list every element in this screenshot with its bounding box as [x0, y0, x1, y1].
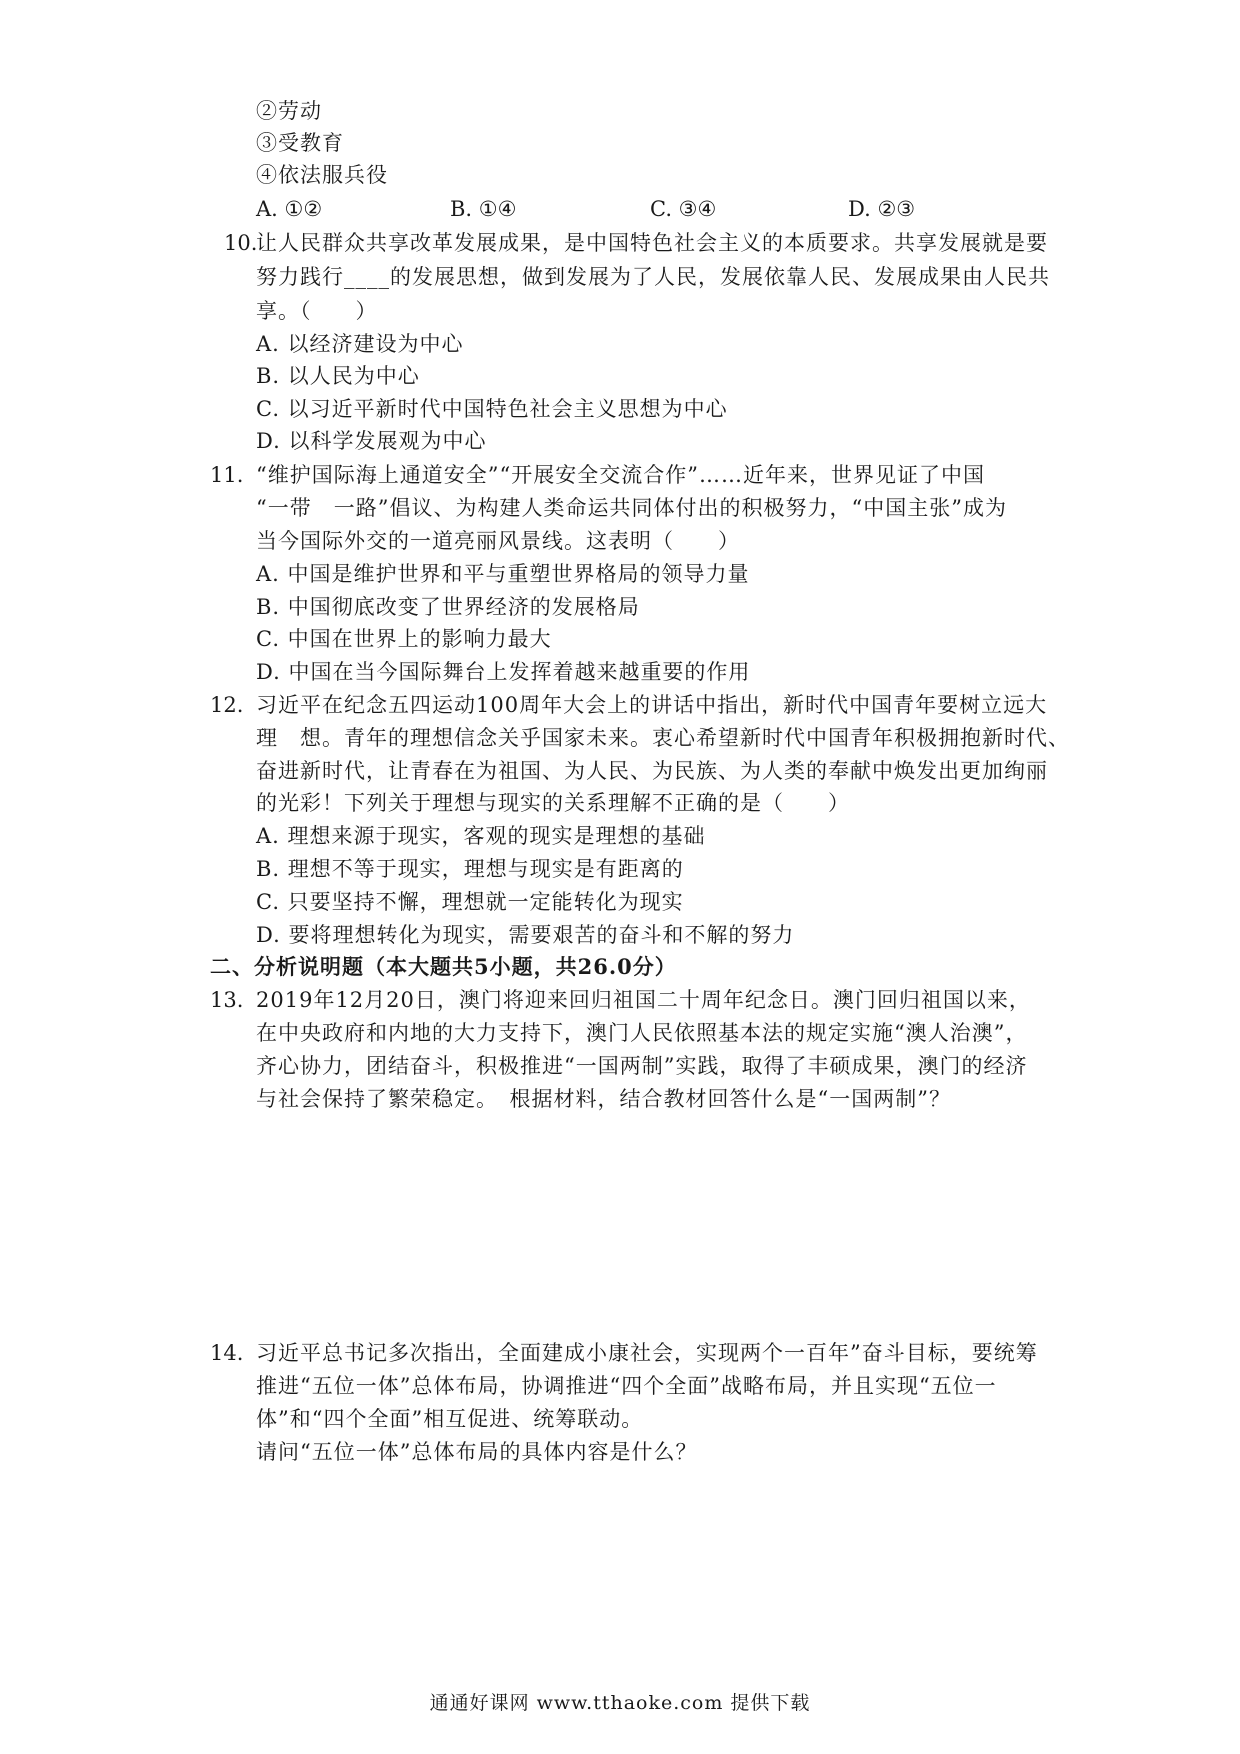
q13-line-4: 与社会保持了繁荣稳定。 根据材料，结合教材回答什么是“一国两制”？ — [256, 1087, 951, 1111]
q12-line-3: 奋进新时代，让青春在为祖国、为人民、为民族、为人类的奉献中焕发出更加绚丽 — [256, 759, 1048, 783]
q11-number: 11. — [210, 463, 244, 487]
section-heading: 二、分析说明题（本大题共5小题，共26.0分） — [210, 954, 677, 979]
q14-line-1: 习近平总书记多次指出，全面建成小康社会，实现两个一百年”奋斗目标，要统筹 — [256, 1341, 1038, 1365]
q12-line-2: 理 想。青年的理想信念关乎国家未来。衷心希望新时代中国青年积极拥抱新时代、 — [256, 726, 1070, 750]
prev-item-3: ③受教育 — [256, 131, 344, 155]
q14-line-4: 请问“五位一体”总体布局的具体内容是什么？ — [256, 1440, 698, 1464]
q14-line-2: 推进“五位一体”总体布局，协调推进“四个全面”战略布局，并且实现“五位一 — [256, 1374, 997, 1398]
prev-option-a: A. ①② — [256, 197, 323, 221]
q10-option-b: B. 以人民为中心 — [256, 364, 420, 388]
q11-line-2: “一带 一路”倡议、为构建人类命运共同体付出的积极努力，“中国主张”成为 — [256, 496, 1007, 520]
q12-line-4: 的光彩！下列关于理想与现实的关系理解不正确的是（ ） — [256, 791, 850, 815]
q14-line-3: 体”和“四个全面”相互促进、统筹联动。 — [256, 1407, 644, 1431]
prev-item-2: ②劳动 — [256, 99, 322, 123]
q13-line-1: 2019年12月20日，澳门将迎来回归祖国二十周年纪念日。澳门回归祖国以来， — [256, 988, 1031, 1012]
q12-option-a: A. 理想来源于现实，客观的现实是理想的基础 — [256, 824, 706, 848]
q11-option-b: B. 中国彻底改变了世界经济的发展格局 — [256, 595, 640, 619]
prev-option-c: C. ③④ — [650, 197, 717, 221]
q12-line-1: 习近平在纪念五四运动100周年大会上的讲话中指出，新时代中国青年要树立远大 — [256, 693, 1048, 717]
q13-number: 13. — [210, 988, 244, 1012]
q10-option-c: C. 以习近平新时代中国特色社会主义思想为中心 — [256, 397, 728, 421]
q11-option-c: C. 中国在世界上的影响力最大 — [256, 627, 552, 651]
q12-option-b: B. 理想不等于现实，理想与现实是有距离的 — [256, 857, 684, 881]
q13-line-3: 齐心协力，团结奋斗，积极推进“一国两制”实践，取得了丰硕成果，澳门的经济 — [256, 1054, 1028, 1078]
q10-option-d: D. 以科学发展观为中心 — [256, 429, 487, 453]
q11-line-1: “维护国际海上通道安全”“开展安全交流合作”……近年来，世界见证了中国 — [256, 463, 985, 487]
q10-line-3: 享。（ ） — [256, 299, 378, 323]
q14-number: 14. — [210, 1341, 244, 1365]
q11-option-d: D. 中国在当今国际舞台上发挥着越来越重要的作用 — [256, 660, 751, 684]
prev-option-b: B. ①④ — [450, 197, 517, 221]
q11-line-3: 当今国际外交的一道亮丽风景线。这表明（ ） — [256, 529, 740, 553]
q12-option-c: C. 只要坚持不懈，理想就一定能转化为现实 — [256, 890, 684, 914]
q10-option-a: A. 以经济建设为中心 — [256, 332, 464, 356]
q12-option-d: D. 要将理想转化为现实，需要艰苦的奋斗和不解的努力 — [256, 923, 795, 947]
q11-option-a: A. 中国是维护世界和平与重塑世界格局的领导力量 — [256, 562, 750, 586]
prev-option-d: D. ②③ — [848, 197, 916, 221]
q10-number: 10. — [224, 231, 258, 255]
prev-item-4: ④依法服兵役 — [256, 163, 388, 187]
q13-line-2: 在中央政府和内地的大力支持下，澳门人民依照基本法的规定实施“澳人治澳”， — [256, 1021, 1028, 1045]
q12-number: 12. — [210, 693, 244, 717]
page-footer: 通通好课网 www.tthaoke.com 提供下载 — [429, 1692, 811, 1714]
q10-line-1: 让人民群众共享改革发展成果，是中国特色社会主义的本质要求。共享发展就是要 — [256, 231, 1048, 255]
q10-line-2: 努力践行____的发展思想，做到发展为了人民，发展依靠人民、发展成果由人民共 — [256, 265, 1050, 289]
